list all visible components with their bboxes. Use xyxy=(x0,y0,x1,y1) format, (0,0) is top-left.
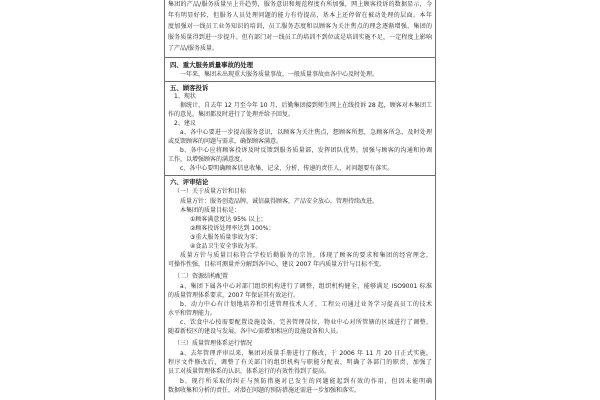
status-line: 据统计，自去年 12 月至今年 10 月，后勤集团接到师生网上在线投诉 28 起，顾客对本集团工 xyxy=(180,102,432,109)
subheading-status: 1、现状 xyxy=(174,93,196,100)
operation-line: 程序文件修改后，调整了有关部门的组织机构与职能分配表，明确了各部门的职责，加强了 xyxy=(168,359,432,366)
suggestion-line: a、各中心要进一步提高服务意识，以顾客为关注焦点，想顾客所想，急顾客所急，及时处理 xyxy=(180,129,432,136)
section-heading-review-conclusion: 六、评审结论 xyxy=(170,178,209,186)
intro-paragraph-line: 了产品/服务质量。 xyxy=(168,45,219,52)
quality-policy-line: 质量方针：服务创造品牌，诚信赢得顾客，产品安全放心，管理持续改进。 xyxy=(180,198,379,205)
section-divider xyxy=(164,81,436,82)
resources-line: 水平和管理能力。 xyxy=(168,310,217,317)
resources-line: a、集团下属各中心对部门组织机构进行了调整，组织机构健全，能够满足 ISO9001 标准 xyxy=(180,283,432,290)
objective-item: ④食品卫生安全事故为零。 xyxy=(190,243,262,250)
suggestion-line: 或反馈顾客的问题与需求，确保顾客满意。 xyxy=(168,138,283,145)
operation-line: 员工对质量管理体系的认识，体系运行的有效性得到了提高。 xyxy=(168,368,331,375)
operation-line: 数据收集和分析的责任，对潜在问题的预防措施还需进一步加强和落实。 xyxy=(168,387,361,394)
table-right-border xyxy=(435,0,436,400)
intro-paragraph-line: 年有明显好转，但服务人员处理问题的能力有待提高，基本上还停留在被动处理的层面。本年 xyxy=(168,12,432,19)
intro-paragraph-line: 度加强对一线员工业务知识的培训，员工服务态度和以顾客为关注焦点的理念逐渐增强，集团的 xyxy=(168,23,432,30)
subheading-suggestions: 2、建议 xyxy=(174,120,196,127)
section-divider xyxy=(164,57,436,58)
suggestion-line: b、各中心应将顾客投诉及时反馈到服务质量部，发挥团队优势，加强与顾客的沟通和协调 xyxy=(180,147,432,154)
section-heading-complaints: 五、顾客投诉 xyxy=(170,84,209,92)
subheading-system-operation: （三）质量管理体系运行情况 xyxy=(174,340,253,347)
table-left-border xyxy=(164,0,165,400)
subheading-resources: （二）资源结构配置 xyxy=(174,273,229,280)
section-heading-major-accidents: 四、重大服务质量事故的处理 xyxy=(170,61,254,69)
section-body-line: 一年来，集团未出现重大服务质量事故，一般质量事故由各中心及时处理。 xyxy=(180,71,379,78)
intro-paragraph-line: 集团的产品/服务质量呈上升趋势，服务意识和规范程度有所加强，网上顾客投诉的数据显示，今 xyxy=(168,1,432,8)
subheading-policy-objectives: （一）关于质量方针和目标 xyxy=(174,188,247,195)
objective-item: ②顾客投诉处理率达到 100%； xyxy=(190,225,275,232)
assessment-line: 可操作性强，目标可测量并分解到各中心，建议 2007 年内质量方针与目标不变。 xyxy=(168,261,386,268)
suggestion-line: 工作，以增强顾客的满意度。 xyxy=(168,156,247,163)
resources-line: b、动力中心有计划地培养和引进管理技术人才，工程公司通过业务学习提高员工的技术 xyxy=(180,301,432,308)
objectives-title: 本集团的质量目标是： xyxy=(180,207,241,214)
resources-line: c、饮食中心按需要配置设施设备，完善管理岗位，物业中心对所管辖的区域进行了调整， xyxy=(180,319,432,326)
objective-item: ①顾客满意度达 95% 以上； xyxy=(190,216,267,223)
operation-line: b、现行所采取的纠正与预防措施对已发生的问题能起到有效的作用，但因未能明确 xyxy=(180,378,432,385)
objective-item: ③重大服务质量事故为零； xyxy=(190,234,262,241)
status-line: 作的意见，集团都及时进行了处理并给予回复。 xyxy=(168,111,295,118)
intro-paragraph-line: 服务质量得到进一步提升。但有部门对一线员工的培训不到位或是培训实施不足，一定程度上影响 xyxy=(168,34,432,41)
resources-line: 随着新校区的建设与发展，各中心需增加相应的设施设备和人员。 xyxy=(168,328,343,335)
assessment-line: 质量方针与质量目标符合学校后勤服务的宗旨，体现了顾客的要求和集团的经营理念， xyxy=(180,252,432,259)
operation-line: a、去年管理评审以来，集团对质量手册进行了修改，于 2006 年 11 月 20 日正式实施， xyxy=(180,350,432,357)
resources-line: 的质量管理体系要求，2007 年保证其有效运行。 xyxy=(168,292,300,299)
section-divider xyxy=(164,175,436,176)
suggestion-line: c、各中心要明确顾客信息收集、记录、分析、传递的责任人，对问题要有落实。 xyxy=(180,165,394,172)
